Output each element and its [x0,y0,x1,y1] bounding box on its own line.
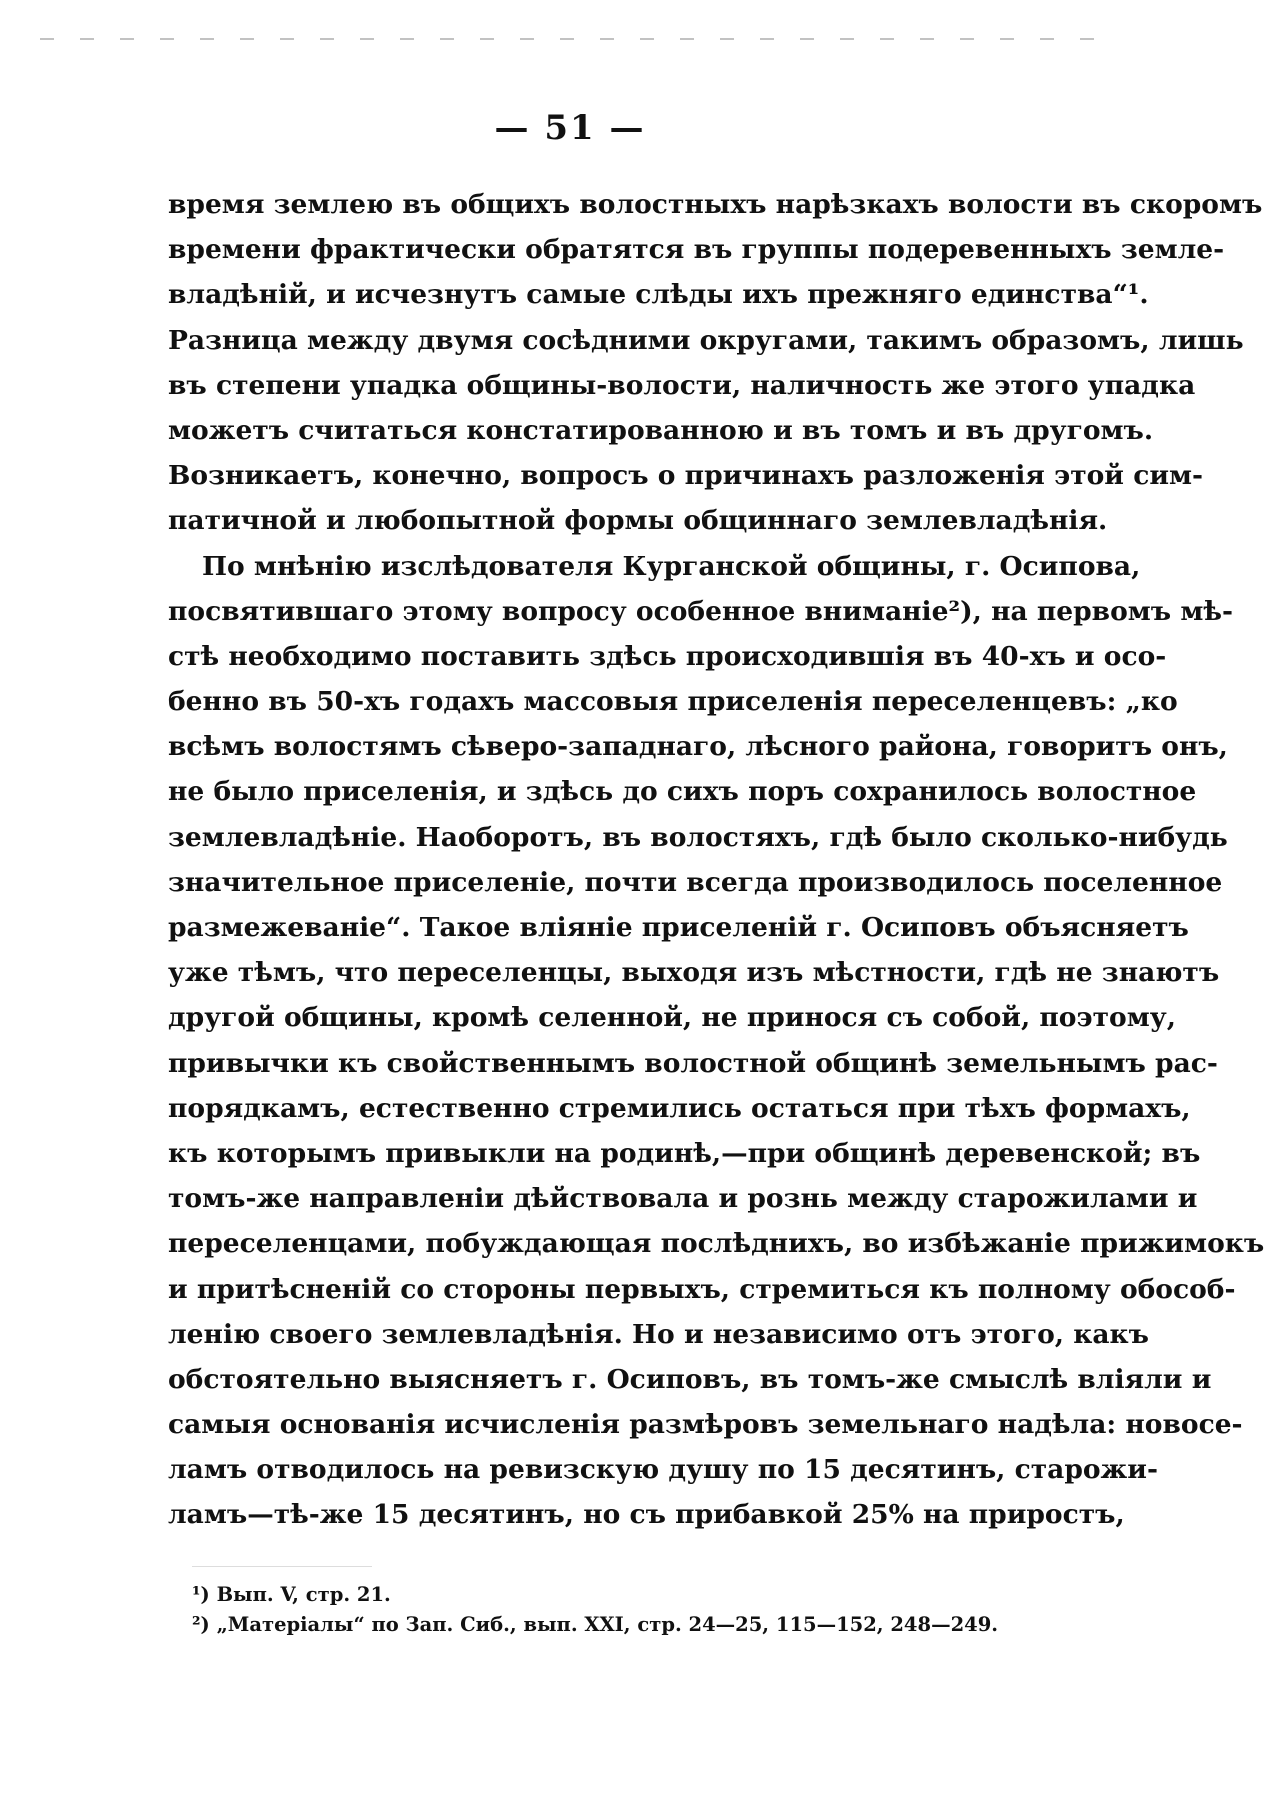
footnote-1 [192,1580,1050,1610]
footnote-2 [192,1610,1050,1640]
footnote-marker: ²) [192,1613,210,1636]
text-line: значительное приселеніе, почти всегда производилось поселенное [168,866,1223,898]
text-line: обстоятельно выясняетъ г. Осиповъ, въ томъ-же смыслѣ вліяли и [168,1363,1212,1395]
text-line: владѣній, и исчезнутъ самые слѣды ихъ прежняго единства“¹. [168,279,1149,311]
text-line: можетъ считаться констатированною и въ томъ и въ другомъ. [168,414,1154,446]
text-line: Возникаетъ, конечно, вопросъ о причинахъ разложенія этой сим- [168,460,1204,492]
text-line-paragraph-start: По мнѣнію изслѣдователя Курганской общины, г. Осипова, [202,550,1141,582]
body-text [168,182,1264,1538]
text-line: и притѣсненій со стороны первыхъ, стремиться къ полному обособ- [168,1273,1236,1305]
text-line: уже тѣмъ, что переселенцы, выходя изъ мѣстности, гдѣ не знаютъ [168,957,1220,989]
text-line: стѣ необходимо поставить здѣсь происходившія въ 40-хъ и осо- [168,640,1167,672]
text-line: переселенцами, побуждающая послѣднихъ, во избѣжаніе прижимокъ [168,1228,1264,1260]
text-line: Разница между двумя сосѣдними округами, такимъ образомъ, лишь [168,324,1244,356]
text-line: другой общины, кромѣ селенной, не принося съ собой, поэтому, [168,1002,1176,1034]
text-line: бенно въ 50-хъ годахъ массовыя приселенія переселенцевъ: „ко [168,686,1178,718]
footnotes [192,1580,1050,1640]
text-line: томъ-же направленіи дѣйствовала и рознь между старожилами и [168,1183,1198,1215]
text-line: въ степени упадка общины-волости, наличность же этого упадка [168,369,1196,401]
footnote-marker: ¹) [192,1583,210,1606]
text-line-paragraph-end: патичной и любопытной формы общиннаго землевладѣнія. [168,505,1108,537]
text-line: порядкамъ, естественно стремились остаться при тѣхъ формахъ, [168,1092,1191,1124]
text-line: размежеваніе“. Такое вліяніе приселеній г. Осиповъ объясняетъ [168,912,1189,943]
text-line: время землею въ общихъ волостныхъ нарѣзкахъ волости въ скоромъ [168,189,1263,220]
text-line: всѣмъ волостямъ сѣверо-западнаго, лѣсного района, говоритъ онъ, [168,731,1228,763]
text-line: къ которымъ привыкли на родинѣ,—при общинѣ деревенской; въ [168,1137,1201,1169]
page-number: — 51 — [494,108,646,148]
text-line: привычки къ свойственнымъ волостной общинѣ земельнымъ рас- [168,1047,1218,1079]
footnote-text: „Матеріалы“ по Зап. Сиб., вып. XXI, стр. 24—25, 115—152, 248—249. [216,1613,999,1636]
text-line: ленію своего землевладѣнія. Но и независимо отъ этого, какъ [168,1318,1149,1350]
text-line: не было приселенія, и здѣсь до сихъ поръ сохранилось волостное [168,776,1197,808]
scan-edge-artifact [40,38,1100,40]
text-line: землевладѣніе. Наоборотъ, въ волостяхъ, гдѣ было сколько-нибудь [168,821,1228,853]
text-line: самыя основанія исчисленія размѣровъ земельнаго надѣла: новосе- [168,1409,1243,1441]
text-line: ламъ отводилось на ревизскую душу по 15 десятинъ, старожи- [168,1454,1158,1486]
text-line: посвятившаго этому вопросу особенное вниманіе²), на первомъ мѣ- [168,595,1233,627]
footnote-text: Вып. V, стр. 21. [216,1583,391,1606]
text-line: ламъ—тѣ-же 15 десятинъ, но съ прибавкой 25% на приростъ, [168,1499,1125,1531]
text-line: времени фрактически обратятся въ группы подеревенныхъ земле- [168,234,1225,266]
footnote-divider [192,1566,372,1567]
